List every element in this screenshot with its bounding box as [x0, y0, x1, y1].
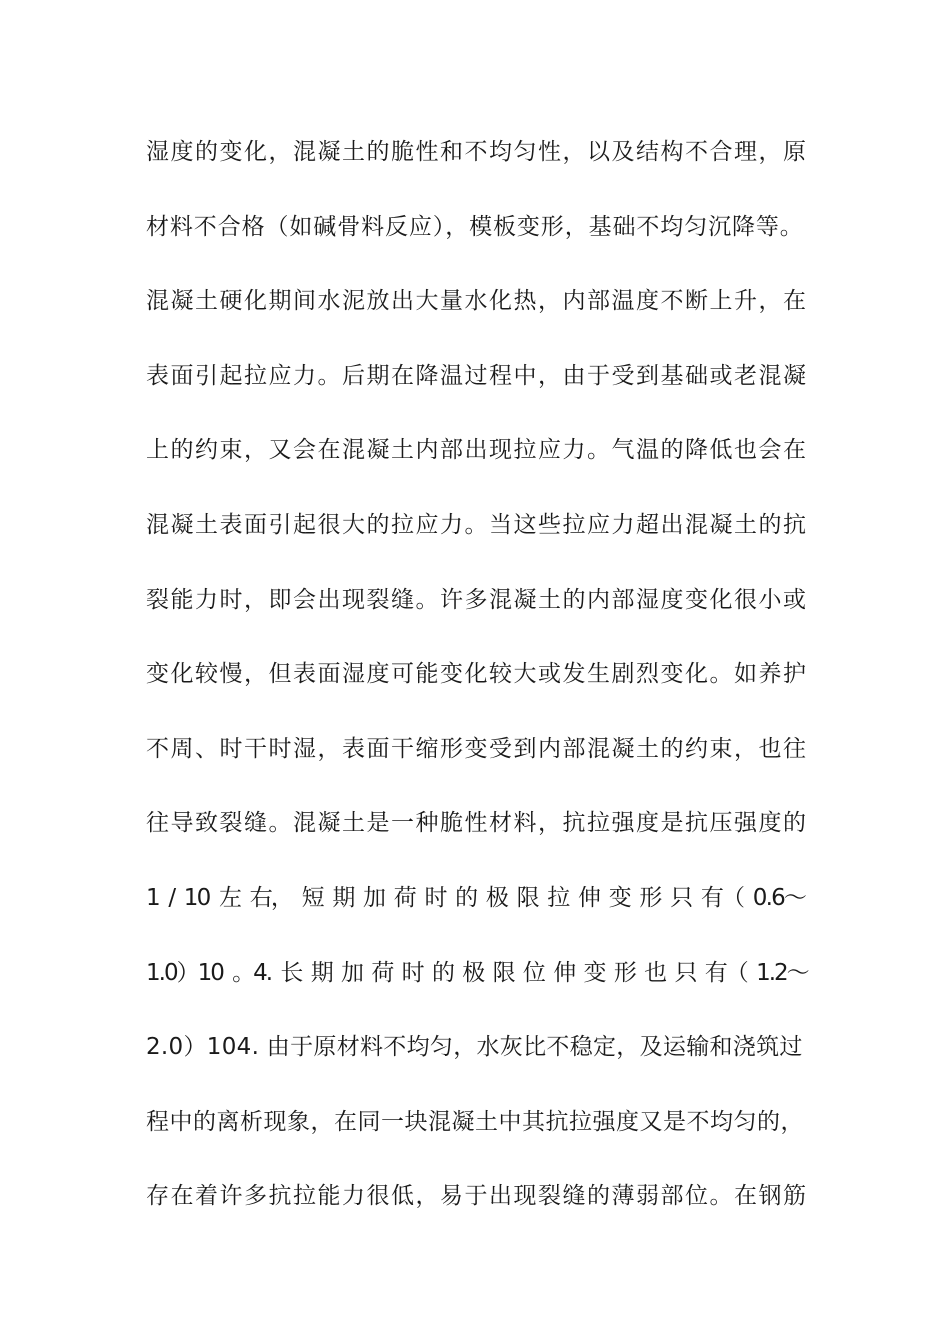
text-line: 存在着许多抗拉能力很低，易于出现裂缝的薄弱部位。在钢筋	[146, 1183, 808, 1210]
text-line: 1 / 10 左 右， 短 期 加 荷 时 的 极 限 拉 伸 变 形 只 有（ 0.6～	[146, 884, 806, 911]
text-line: 不周、时干时湿，表面干缩形变受到内部混凝土的约束，也往	[146, 735, 808, 762]
text-line: 2.0）104. 由于原材料不均匀，水灰比不稳定，及运输和浇筑过	[146, 1034, 803, 1061]
text-line: 程中的离析现象，在同一块混凝土中其抗拉强度又是不均匀的，	[146, 1108, 804, 1135]
text-line: 混凝土硬化期间水泥放出大量水化热，内部温度不断上升，在	[146, 288, 808, 315]
text-line: 往导致裂缝。混凝土是一种脆性材料，抗拉强度是抗压强度的	[146, 810, 808, 837]
body-text	[146, 132, 808, 1251]
text-line: 湿度的变化，混凝土的脆性和不均匀性，以及结构不合理，原	[146, 139, 808, 165]
text-line: 材料不合格（如碱骨料反应），模板变形，基础不均匀沉降等。	[146, 213, 804, 240]
text-line: 混凝土表面引起很大的拉应力。当这些拉应力超出混凝土的抗	[146, 511, 808, 538]
text-line: 1.0）10 。4. 长 期 加 荷 时 的 极 限 位 伸 变 形 也 只 有（ 1.2～	[146, 959, 808, 986]
text-line: 上的约束，又会在混凝土内部出现拉应力。气温的降低也会在	[146, 437, 808, 464]
text-line: 裂能力时，即会出现裂缝。许多混凝土的内部湿度变化很小或	[146, 586, 808, 613]
text-line: 表面引起拉应力。后期在降温过程中，由于受到基础或老混凝	[146, 362, 808, 389]
text-line: 变化较慢，但表面湿度可能变化较大或发生剧烈变化。如养护	[146, 661, 808, 688]
